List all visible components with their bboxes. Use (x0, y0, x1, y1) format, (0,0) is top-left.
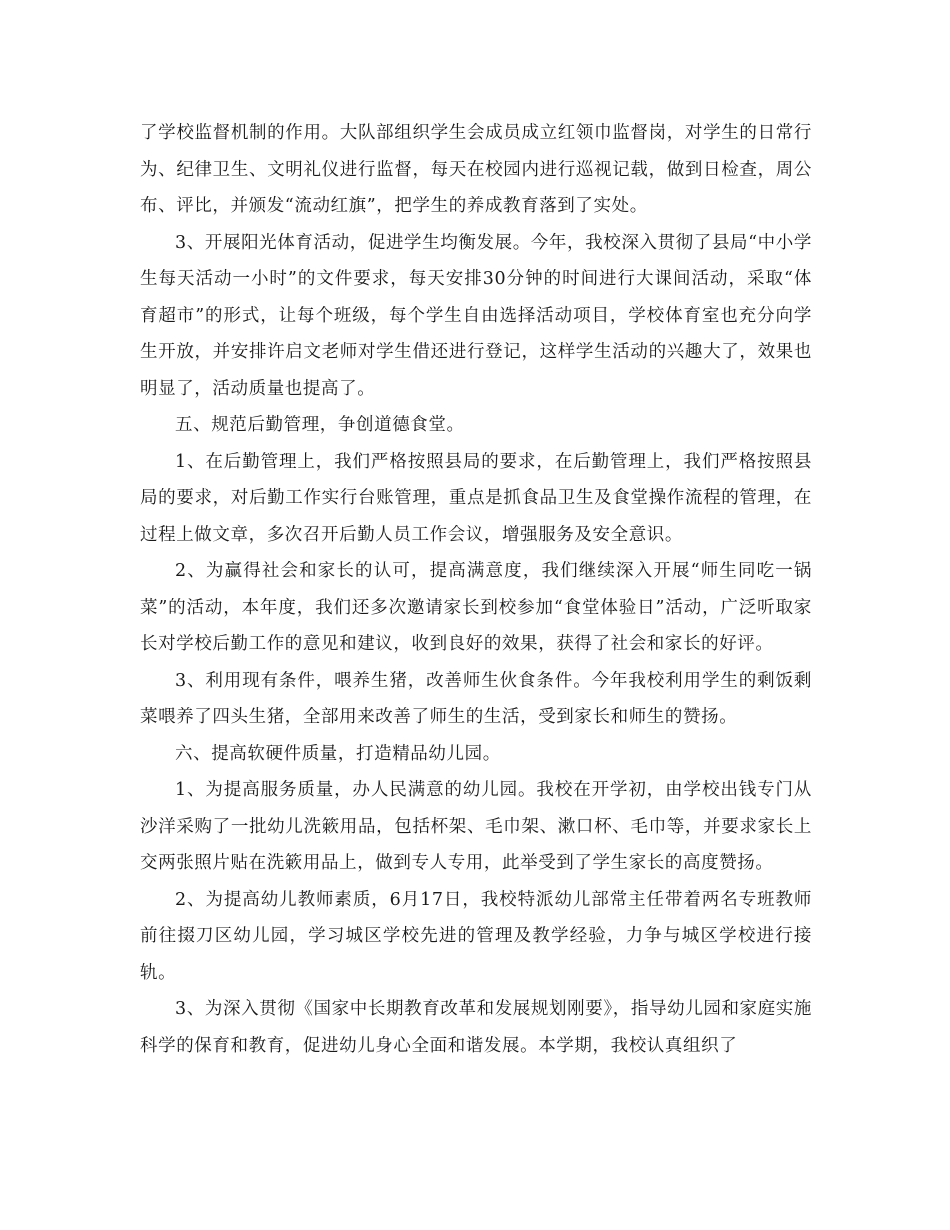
paragraph-8: 1、为提高服务质量，办人民满意的幼儿园。我校在开学初，由学校出钱专门从沙洋采购了一批幼儿洗簌用品，包括杯架、毛巾架、漱口杯、毛巾等，并要求家长上交两张照片贴在洗簌用品上，做到专人专用，此举受到了学生家长的高度赞扬。 (140, 780, 812, 873)
section-heading-5: 五、规范后勤管理，争创道德食堂。 (175, 415, 465, 435)
paragraph-6: 3、利用现有条件，喂养生猪，改善师生伙食条件。今年我校利用学生的剩饭剩菜喂养了四头生猪，全部用来改善了师生的生活，受到家长和师生的赞扬。 (140, 670, 812, 727)
paragraph-1: 了学校监督机制的作用。大队部组织学生会成员成立红领巾监督岗，对学生的日常行为、纪律卫生、文明礼仪进行监督，每天在校园内进行巡视记载，做到日检查，周公布、评比，并颁发“流动红旗”，把学生的养成教育落到了实处。 (140, 123, 812, 216)
paragraph-9: 2、为提高幼儿教师素质，6月17日，我校特派幼儿部常主任带着两名专班教师前往掇刀区幼儿园，学习城区学校先进的管理及教学经验，力争与城区学校进行接轨。 (140, 889, 812, 983)
paragraph-5: 2、为赢得社会和家长的认可，提高满意度，我们继续深入开展“师生同吃一锅菜”的活动，本年度，我们还多次邀请家长到校参加“食堂体验日”活动，广泛听取家长对学校后勤工作的意见和建议，收到良好的效果，获得了社会和家长的好评。 (140, 561, 812, 654)
paragraph-2: 3、开展阳光体育活动，促进学生均衡发展。今年，我校深入贯彻了县局“中小学生每天活动一小时”的文件要求，每天安排30分钟的时间进行大课间活动，采取“体育超市”的形式，让每个班级，每个学生自由选择活动项目，学校体育室也充分向学生开放，并安排许启文老师对学生借还进行登记，这样学生活动的兴趣大了，效果也明显了，活动质量也提高了。 (140, 232, 812, 399)
paragraph-10: 3、为深入贯彻《国家中长期教育改革和发展规划刚要》，指导幼儿园和家庭实施科学的保育和教育，促进幼儿身心全面和谐发展。本学期，我校认真组织了 (140, 999, 812, 1056)
paragraph-4: 1、在后勤管理上，我们严格按照县局的要求，在后勤管理上，我们严格按照县局的要求，对后勤工作实行台账管理，重点是抓食品卫生及食堂操作流程的管理，在过程上做文章，多次召开后勤人员工作会议，增强服务及安全意识。 (140, 451, 812, 545)
section-heading-6: 六、提高软硬件质量，打造精品幼儿园。 (175, 743, 501, 764)
document-body (140, 115, 812, 1064)
